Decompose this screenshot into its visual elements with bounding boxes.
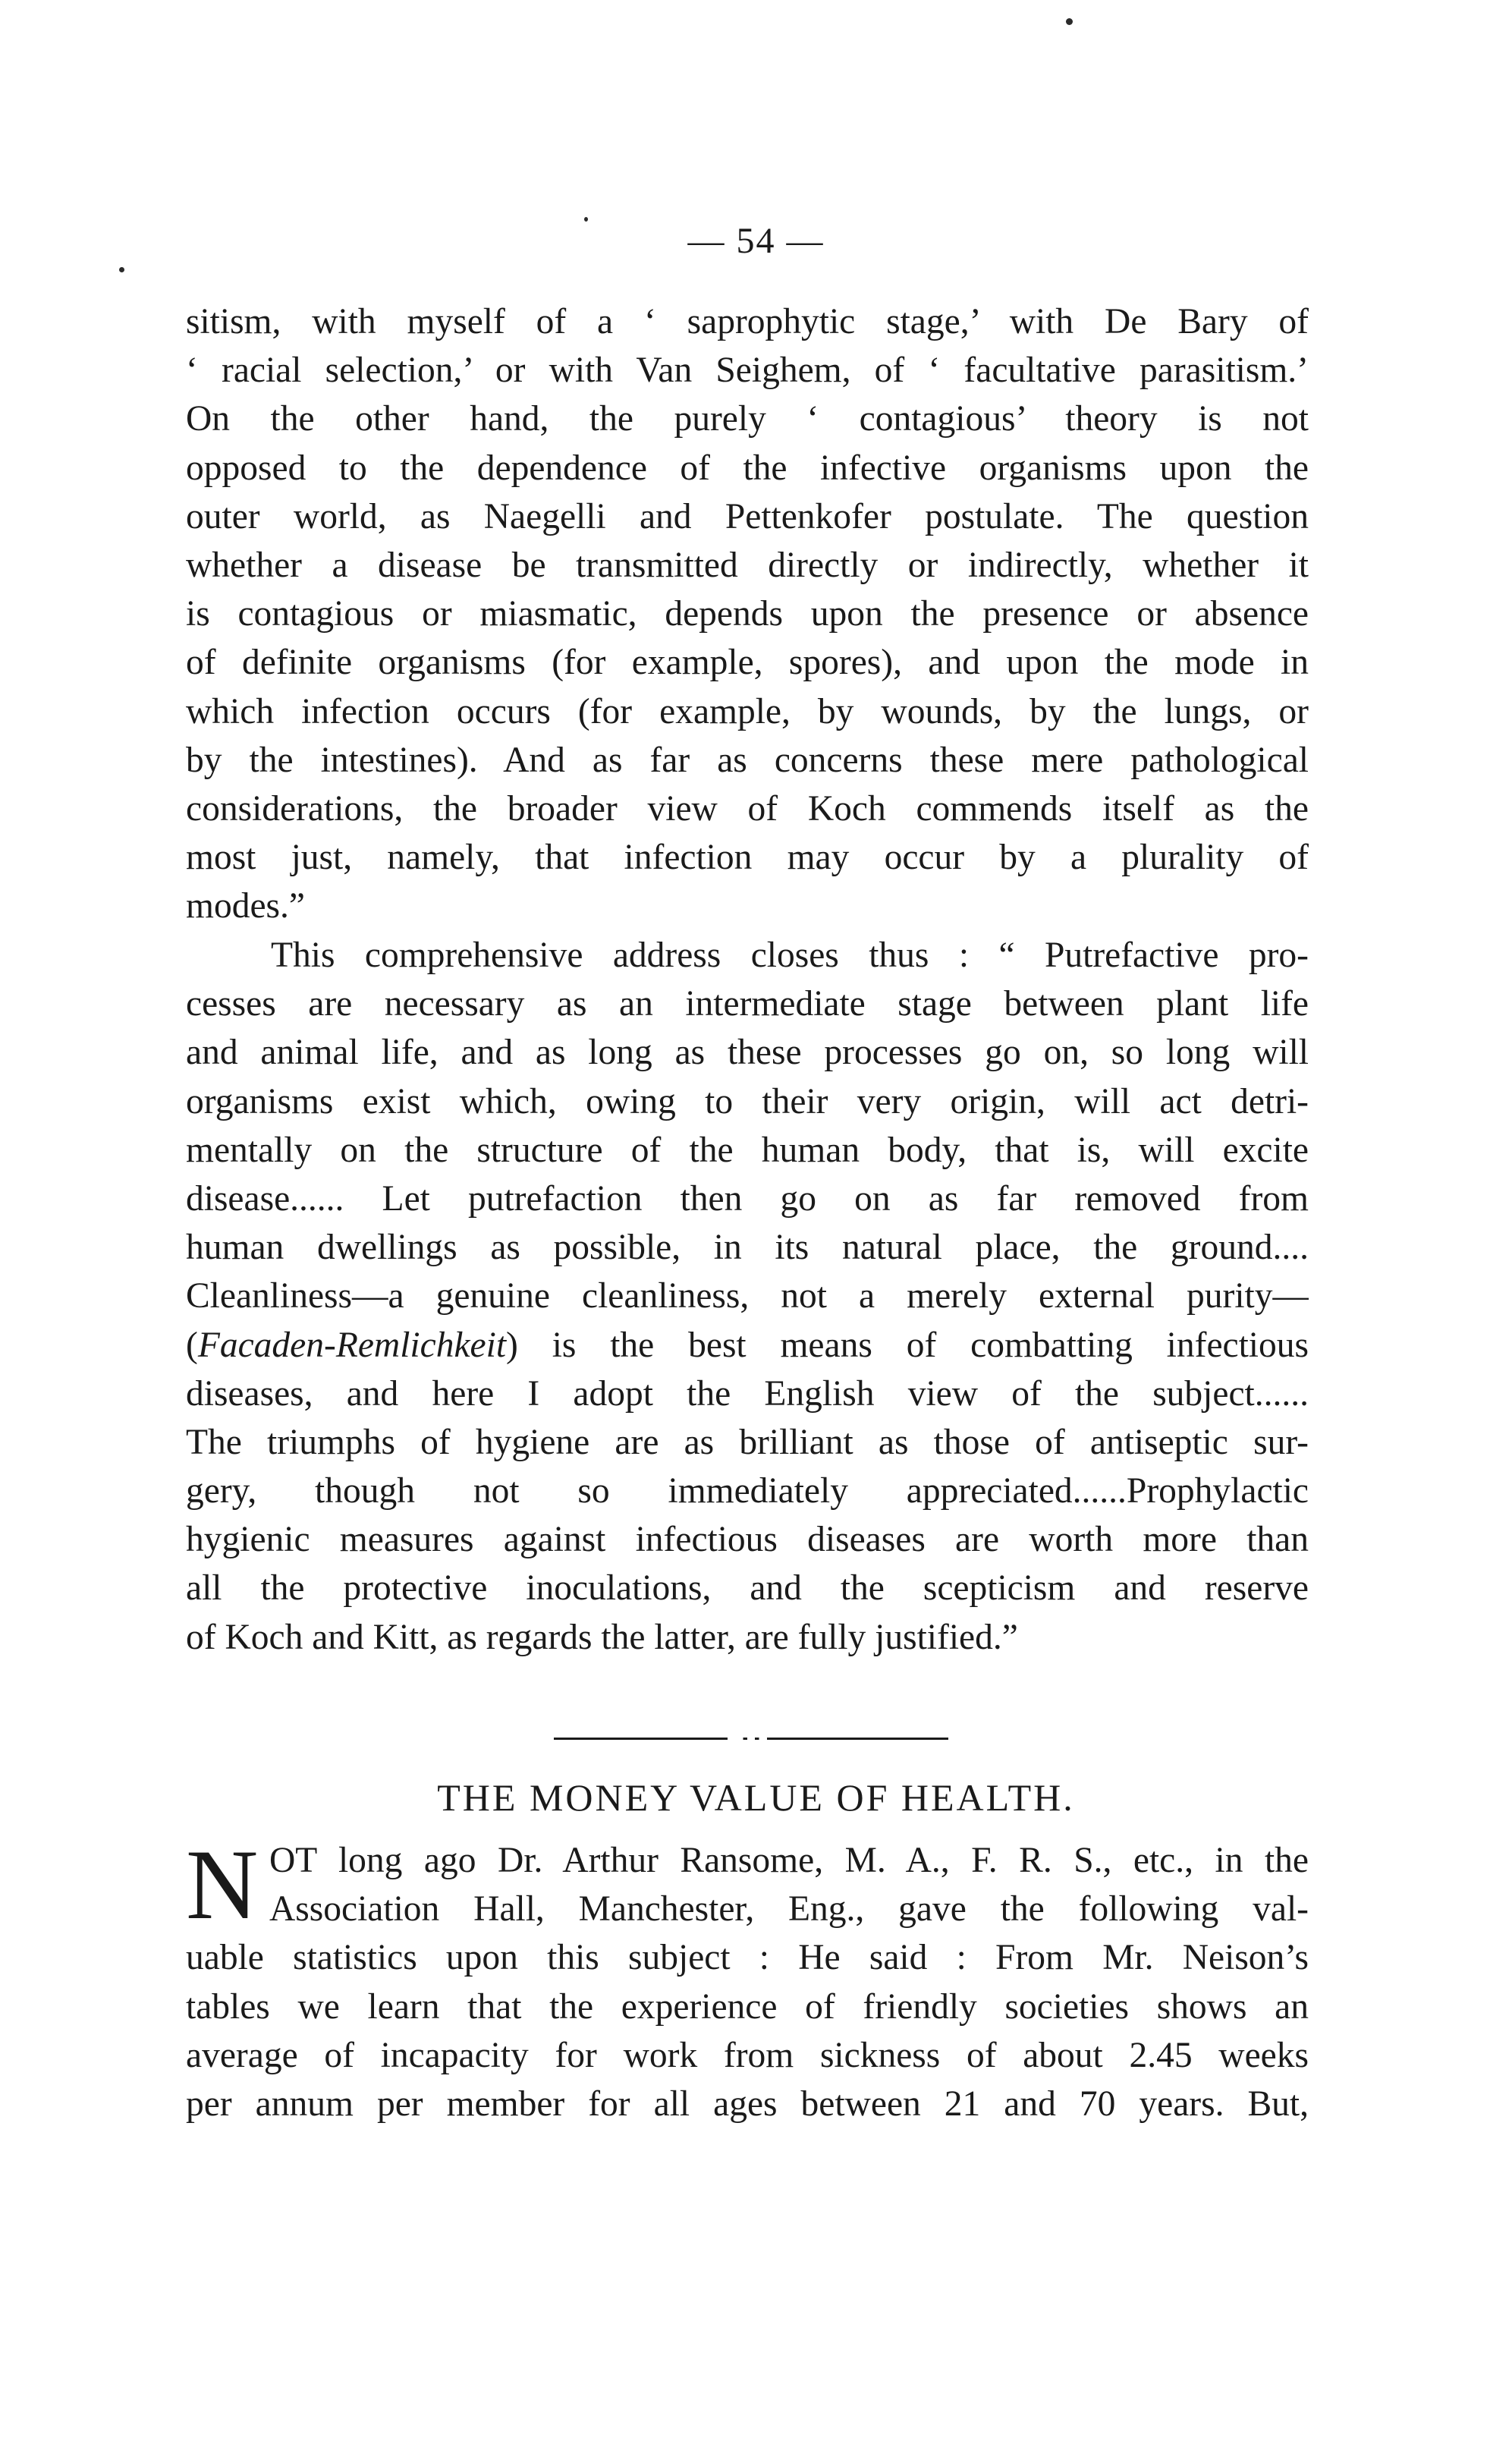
text-line: of Koch and Kitt, as regards the latter, are fully justified.” (186, 1617, 1018, 1657)
text-line: hygienic measures against infectious diseases are worth more than (186, 1520, 1309, 1560)
text-line: mentally on the structure of the human body, that is, will excite (186, 1130, 1309, 1170)
text-line: On the other hand, the purely ‘ contagious’ theory is not (186, 399, 1309, 439)
text-line: by the intestines). And as far as concerns these mere pathological (186, 740, 1309, 780)
page-number: — 54 — (687, 221, 825, 261)
text-line: diseases, and here I adopt the English view of the subject...... (186, 1373, 1309, 1414)
text-line: outer world, as Naegelli and Pettenkofer postulate. The question (186, 496, 1309, 536)
text-line: average of incapacity for work from sickness of about 2.45 weeks (186, 2035, 1309, 2075)
text-line: Cleanliness—a genuine cleanliness, not a merely external purity— (186, 1276, 1309, 1316)
text-line: modes.” (186, 886, 305, 926)
text-line: of definite organisms (for example, spores), and upon the mode in (186, 643, 1309, 683)
text-line: human dwellings as possible, in its natural place, the ground.... (186, 1228, 1309, 1268)
text-line: opposed to the dependence of the infective organisms upon the (186, 448, 1309, 488)
text-line: considerations, the broader view of Koch commends itself as the (186, 788, 1309, 829)
text-line: OT long ago Dr. Arthur Ransome, M. A., F. R. S., etc., in the (269, 1841, 1309, 1880)
continuation-paragraph (186, 297, 1309, 930)
drop-cap: N (186, 1829, 259, 1940)
section-title: THE MONEY VALUE OF HEALTH. (437, 1776, 1075, 1819)
text-line: all the protective inoculations, and the scepticism and reserve (186, 1568, 1309, 1609)
article-paragraph (186, 1829, 1309, 2128)
text-line: organisms exist which, owing to their very origin, will act detri- (186, 1081, 1309, 1121)
text-line: cesses are necessary as an intermediate stage between plant life (186, 984, 1309, 1024)
text-line: whether a disease be transmitted directly or indirectly, whether it (186, 545, 1309, 585)
text-line: is contagious or miasmatic, depends upon the presence or absence (186, 594, 1309, 634)
text-line: and animal life, and as long as these processes go on, so long will (186, 1033, 1309, 1073)
quote-paragraph (186, 931, 1309, 1662)
ink-speck-top (1066, 18, 1073, 25)
text-line: which infection occurs (for example, by wounds, by the lungs, or (186, 691, 1309, 731)
text-line: The triumphs of hygiene are as brilliant as those of antiseptic sur- (186, 1422, 1309, 1462)
text-line: (Facaden-Remlichkeit) is the best means of combatting infectious (186, 1325, 1309, 1365)
text-line: disease...... Let putrefaction then go on as far removed from (186, 1178, 1309, 1219)
text-line: gery, though not so immediately appreciated......Prophylactic (186, 1471, 1309, 1511)
text-line: This comprehensive address closes thus : “ Putrefactive pro- (271, 936, 1309, 975)
italic-phrase: Facaden-Remlichkeit (197, 1325, 507, 1365)
text-line: tables we learn that the experience of friendly societies shows an (186, 1986, 1309, 2027)
text-line: ‘ racial selection,’ or with Van Seighem, of ‘ facultative parasitism.’ (186, 351, 1309, 391)
text-line: uable statistics upon this subject : He said : From Mr. Neison’s (186, 1938, 1309, 1978)
ink-speck-left (119, 267, 124, 272)
text-line: sitism, with myself of a ‘ saprophytic stage,’ with De Bary of (186, 302, 1309, 341)
text-line: per annum per member for all ages between 21 and 70 years. But, (186, 2084, 1309, 2124)
text-line: Association Hall, Manchester, Eng., gave the following val- (269, 1889, 1309, 1929)
text-line: most just, namely, that infection may occur by a plurality of (186, 838, 1309, 878)
section-divider (554, 1738, 948, 1740)
